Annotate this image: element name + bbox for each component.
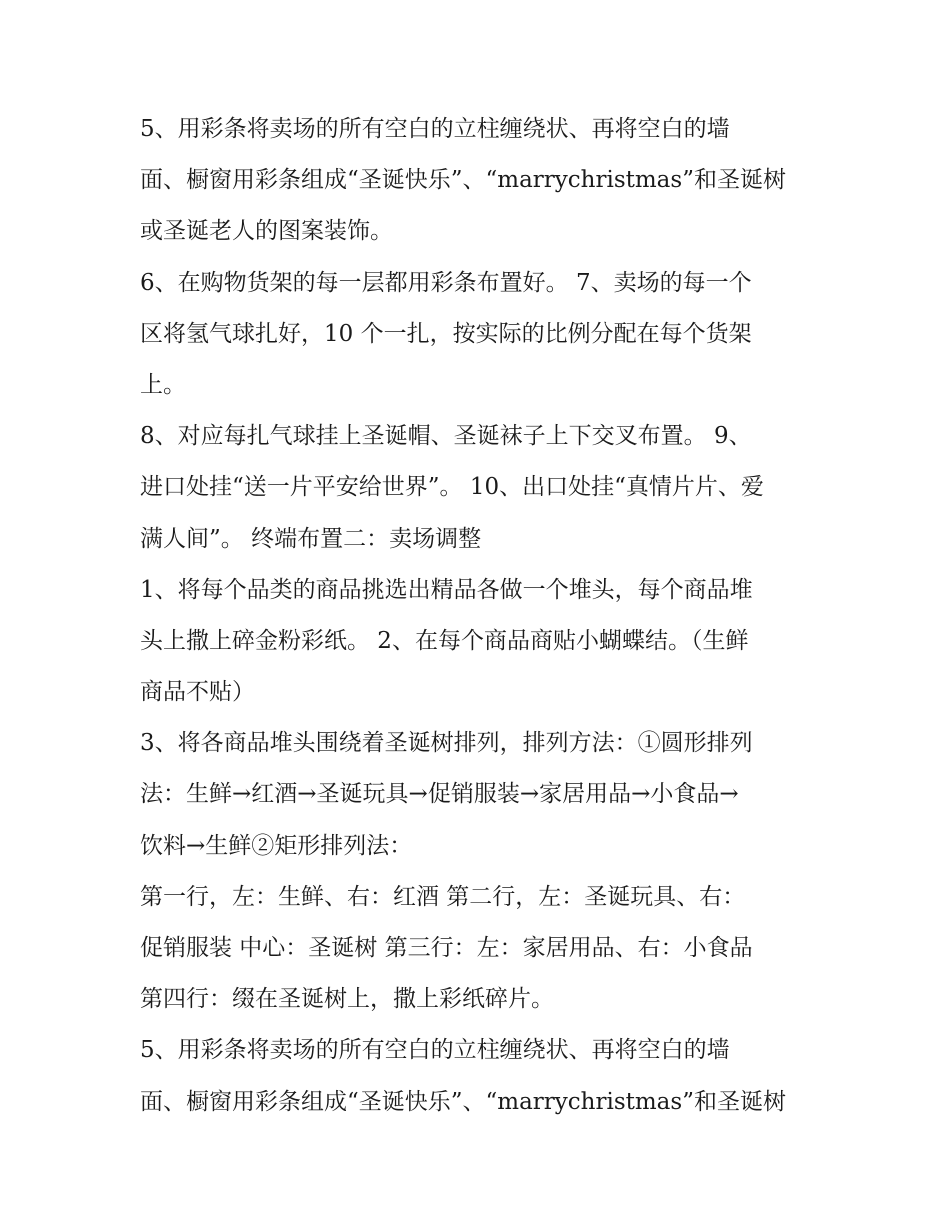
paragraph-rectangle-layout (140, 872, 820, 1026)
paragraph-adjustment-1-2 (140, 565, 820, 719)
text-line: 上。 (140, 371, 186, 398)
text-line: 6、在购物货架的每一层都用彩条布置好。 7、卖场的每一个 (140, 269, 752, 296)
text-line: 面、橱窗用彩条组成“圣诞快乐”、“marrychristmas”和圣诞树 (140, 167, 786, 194)
text-line: 头上撒上碎金粉彩纸。 2、在每个商品商贴小蝴蝶结。（生鲜 (140, 627, 749, 654)
text-line: 第一行，左：生鲜、右：红酒 第二行，左：圣诞玩具、右： (140, 883, 746, 910)
text-line: 满人间”。 终端布置二：卖场调整 (140, 525, 482, 552)
text-line: 5、用彩条将卖场的所有空白的立柱缠绕状、再将空白的墙 (140, 1037, 730, 1064)
text-line: 法：生鲜→红酒→圣诞玩具→促销服装→家居用品→小食品→ (140, 781, 739, 808)
text-line: 第四行：缀在圣诞树上，撒上彩纸碎片。 (140, 986, 554, 1013)
text-line: 8、对应每扎气球挂上圣诞帽、圣诞袜子上下交叉布置。 9、 (140, 423, 752, 450)
text-line: 饮料→生鲜②矩形排列法： (140, 832, 413, 859)
text-line: 或圣诞老人的图案装饰。 (140, 218, 393, 245)
text-line: 3、将各商品堆头围绕着圣诞树排列，排列方法：①圆形排列 (140, 730, 753, 757)
text-line: 面、橱窗用彩条组成“圣诞快乐”、“marrychristmas”和圣诞树 (140, 1088, 786, 1115)
text-line: 1、将每个品类的商品挑选出精品各做一个堆头，每个商品堆 (140, 576, 753, 603)
paragraph-decoration-5-repeat (140, 1025, 820, 1127)
paragraph-adjustment-3 (140, 718, 820, 872)
document-body (140, 104, 820, 1128)
text-line: 进口处挂“送一片平安给世界”。 10、出口处挂“真情片片、爱 (140, 474, 764, 501)
text-line: 5、用彩条将卖场的所有空白的立柱缠绕状、再将空白的墙 (140, 116, 730, 142)
paragraph-decoration-8-10 (140, 411, 820, 565)
paragraph-decoration-6-7 (140, 258, 820, 412)
paragraph-decoration-5 (140, 104, 820, 258)
text-line: 区将氢气球扎好，10 个一扎，按实际的比例分配在每个货架 (140, 320, 752, 347)
text-line: 促销服装 中心：圣诞树 第三行：左：家居用品、右：小食品 (140, 935, 753, 961)
text-line: 商品不贴） (140, 679, 255, 706)
